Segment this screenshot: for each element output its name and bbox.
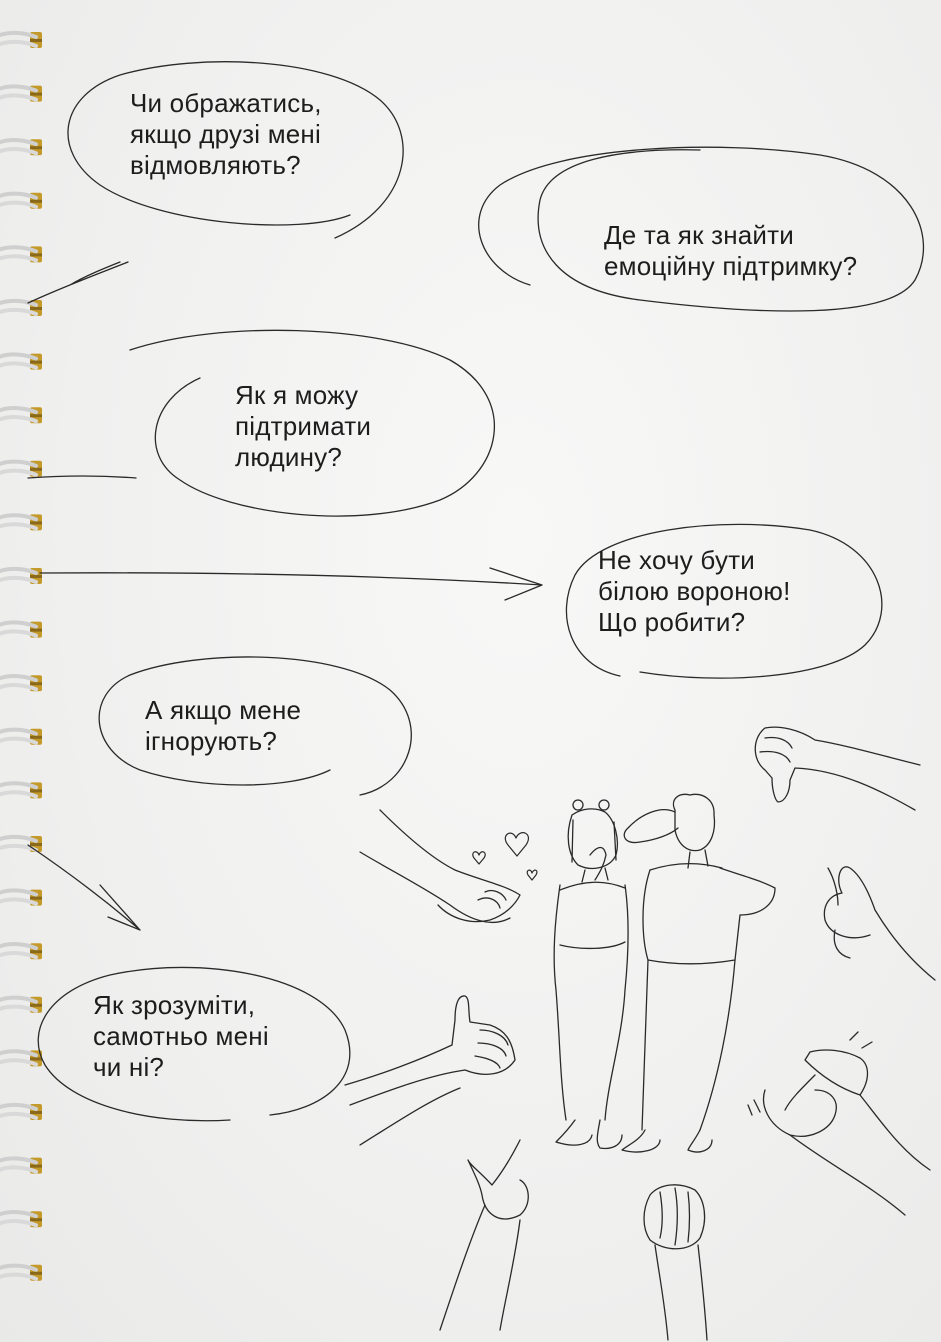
question-line: білою вороною! (598, 576, 791, 606)
question-line: Як зрозуміти, (93, 990, 256, 1020)
hearts-icon (473, 833, 537, 880)
bubble-3-tail (28, 476, 136, 478)
thumbs-up-hand-icon (345, 996, 515, 1145)
question-line: підтримати (235, 411, 372, 441)
question-line: Що робити? (598, 607, 746, 637)
pointing-hand-icon (440, 1140, 528, 1330)
question-line: А якщо мене (145, 695, 302, 725)
ok-hand-icon (824, 867, 935, 980)
question-line: Де та як знайти (604, 220, 794, 250)
question-line: відмовляють? (130, 150, 301, 180)
fist-hand-icon (644, 1185, 707, 1340)
question-line: Чи ображатись, (130, 88, 322, 118)
question-line: емоційну підтримку? (604, 251, 858, 281)
question-offended (130, 88, 322, 181)
question-line: ігнорують? (145, 726, 278, 756)
question-support-person (235, 380, 371, 473)
question-emotional-support (604, 220, 857, 282)
arrow-1 (28, 262, 128, 303)
question-line: людину? (235, 442, 343, 472)
open-hand-icon (360, 810, 520, 922)
question-line: Як я можу (235, 380, 359, 410)
question-ignored (145, 695, 301, 757)
clapping-hands-icon (748, 1032, 930, 1215)
boy-figure-icon (622, 794, 775, 1152)
question-white-crow (598, 545, 791, 638)
thumbs-down-hand-icon (755, 727, 920, 810)
question-line: Не хочу бути (598, 545, 755, 575)
question-line: самотньо мені (93, 1021, 269, 1051)
girl-figure-icon (554, 800, 628, 1148)
arrow-3 (28, 845, 140, 930)
question-line: якщо друзі мені (130, 119, 321, 149)
question-line: чи ні? (93, 1052, 165, 1082)
question-lonely (93, 990, 269, 1083)
arrow-2 (40, 568, 542, 600)
